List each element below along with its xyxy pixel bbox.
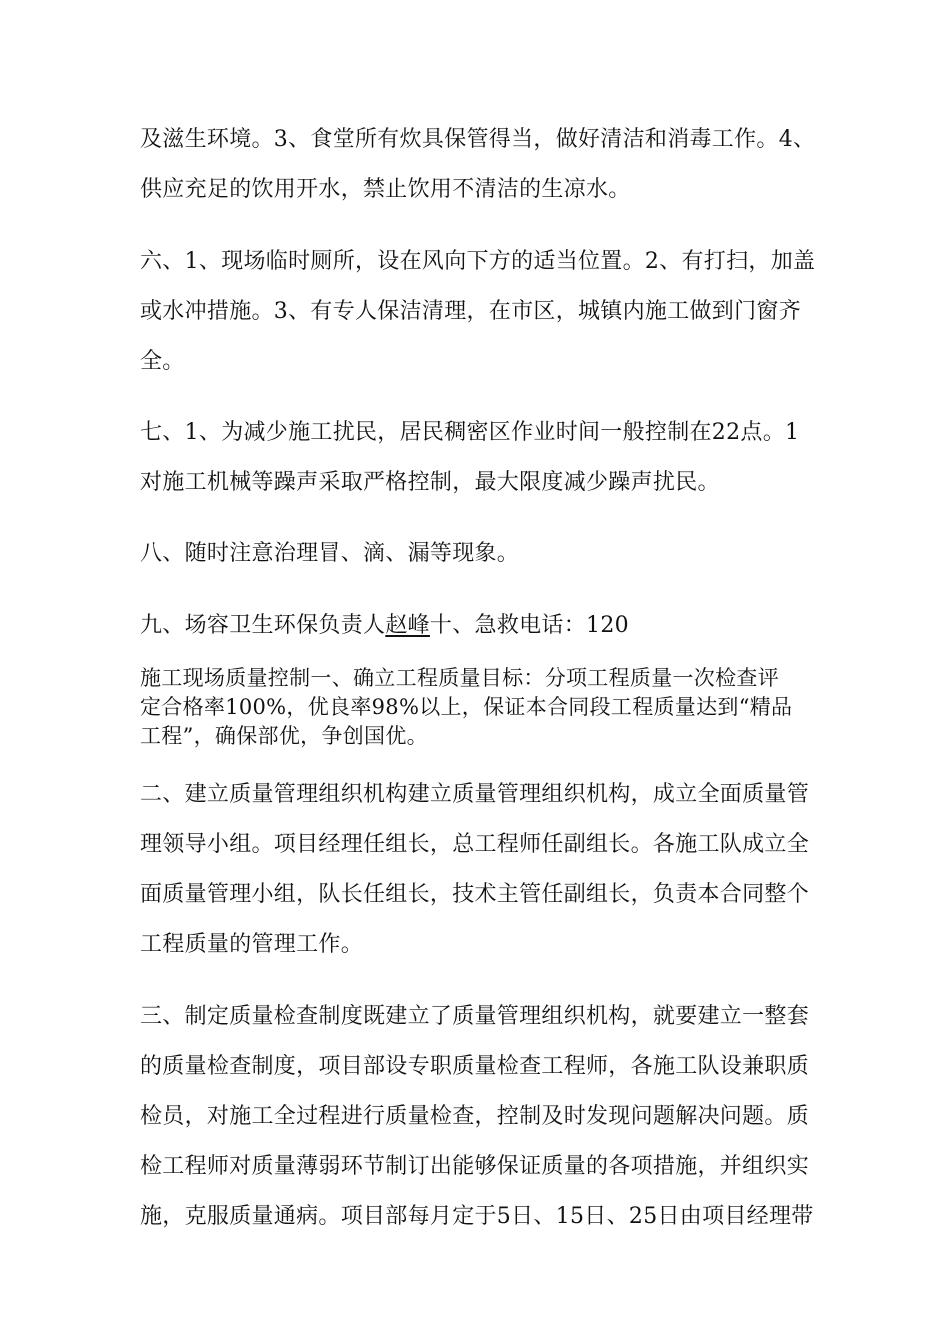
text-line [140, 601, 820, 651]
text-line: 或水冲措施。3、有专人保洁清理，在市区，城镇内施工做到门窗齐 [140, 299, 801, 324]
paragraph-section-6-toilets [140, 237, 820, 387]
text-line: 七、1、为减少施工扰民，居民稠密区作业时间一般控制在22点。1 [140, 420, 800, 445]
text-line: 定合格率100%，优良率98%以上，保证本合同段工程质量达到“精品 [140, 695, 793, 719]
text-line: 三、制定质量检查制度既建立了质量管理组织机构，就要建立一整套 [140, 1004, 810, 1029]
text-line: 理领导小组。项目经理任组长，总工程师任副组长。各施工队成立全 [140, 832, 810, 857]
emergency-phone-text: 十、急救电话：120 [429, 613, 629, 638]
text-line: 施，克服质量通病。项目部每月定于5日、15日、25日由项目经理带 [140, 1204, 814, 1229]
paragraph-canteen-hygiene [140, 115, 820, 215]
text-line: 的质量检查制度，项目部设专职质量检查工程师，各施工队设兼职质 [140, 1054, 810, 1079]
text-line: 六、1、现场临时厕所，设在风向下方的适当位置。2、有打扫，加盖 [140, 249, 816, 274]
text-line: 二、建立质量管理组织机构建立质量管理组织机构，成立全面质量管 [140, 782, 810, 807]
paragraph-section-7-noise [140, 408, 820, 508]
text-line: 及滋生环境。3、食堂所有炊具保管得当，做好清洁和消毒工作。4、 [140, 127, 816, 152]
text-line: 面质量管理小组，队长任组长，技术主管任副组长，负责本合同整个 [140, 882, 810, 907]
text-line: 全。 [140, 349, 185, 374]
text-line: 工程”，确保部优，争创国优。 [140, 724, 428, 748]
text-line: 检员，对施工全过程进行质量检查，控制及时发现问题解决问题。质 [140, 1104, 810, 1129]
paragraph-quality-target [140, 664, 820, 751]
paragraph-quality-inspection [140, 992, 820, 1242]
text-line: 八、随时注意治理冒、滴、漏等现象。 [140, 541, 520, 566]
text-line: 检工程师对质量薄弱环节制订出能够保证质量的各项措施，并组织实 [140, 1154, 810, 1179]
paragraph-quality-organization [140, 770, 820, 970]
text-line: 供应充足的饮用开水，禁止饮用不清洁的生凉水。 [140, 177, 631, 202]
text-line: 对施工机械等躁声采取严格控制，最大限度减少躁声扰民。 [140, 470, 720, 495]
text-line: 工程质量的管理工作。 [140, 932, 364, 957]
paragraph-section-8-leaks [140, 529, 820, 579]
paragraph-section-9-responsible [140, 601, 820, 651]
responsible-person-name: 赵峰 [385, 613, 430, 638]
text-line: 施工现场质量控制一、确立工程质量目标：分项工程质量一次检查评 [140, 666, 779, 690]
responsible-label: 九、场容卫生环保负责人 [140, 613, 386, 638]
